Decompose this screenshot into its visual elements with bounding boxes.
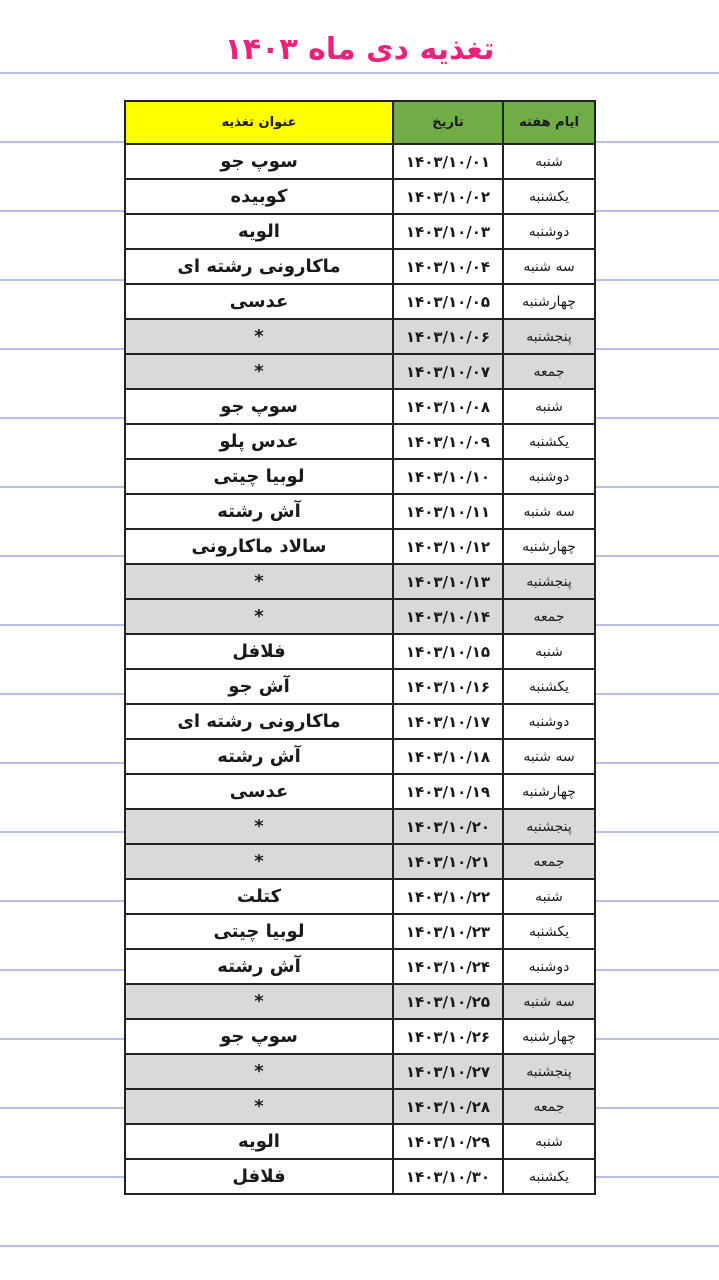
table-row [125, 354, 595, 389]
day-cell: پنجشنبه [503, 809, 595, 844]
day-cell: شنبه [503, 634, 595, 669]
meal-cell: * [125, 599, 393, 634]
date-cell: ۱۴۰۳/۱۰/۲۹ [393, 1124, 503, 1159]
meal-cell: عدسی [125, 284, 393, 319]
date-cell: ۱۴۰۳/۱۰/۱۶ [393, 669, 503, 704]
day-cell: دوشنبه [503, 214, 595, 249]
meal-cell: آش رشته [125, 739, 393, 774]
meal-cell: آش رشته [125, 949, 393, 984]
date-cell: ۱۴۰۳/۱۰/۰۸ [393, 389, 503, 424]
meal-cell: * [125, 984, 393, 1019]
date-cell: ۱۴۰۳/۱۰/۱۲ [393, 529, 503, 564]
day-cell: سه شنبه [503, 494, 595, 529]
day-cell: چهارشنبه [503, 529, 595, 564]
table-row [125, 179, 595, 214]
table-row [125, 879, 595, 914]
header-day: ایام هفته [503, 101, 595, 144]
table-row [125, 1124, 595, 1159]
table-row [125, 424, 595, 459]
meal-cell: * [125, 1089, 393, 1124]
food-menu-table [124, 100, 596, 1195]
header-meal: عنوان تغذیه [125, 101, 393, 144]
day-cell: پنجشنبه [503, 1054, 595, 1089]
day-cell: جمعه [503, 844, 595, 879]
date-cell: ۱۴۰۳/۱۰/۲۳ [393, 914, 503, 949]
date-cell: ۱۴۰۳/۱۰/۰۲ [393, 179, 503, 214]
day-cell: دوشنبه [503, 949, 595, 984]
meal-cell: * [125, 844, 393, 879]
day-cell: چهارشنبه [503, 774, 595, 809]
meal-cell: فلافل [125, 634, 393, 669]
date-cell: ۱۴۰۳/۱۰/۱۴ [393, 599, 503, 634]
table-row [125, 739, 595, 774]
day-cell: چهارشنبه [503, 1019, 595, 1054]
meal-cell: سالاد ماکارونی [125, 529, 393, 564]
meal-cell: * [125, 319, 393, 354]
table-row [125, 914, 595, 949]
table-row [125, 599, 595, 634]
table-row [125, 319, 595, 354]
table-row [125, 389, 595, 424]
meal-cell: آش جو [125, 669, 393, 704]
date-cell: ۱۴۰۳/۱۰/۰۵ [393, 284, 503, 319]
meal-cell: * [125, 354, 393, 389]
date-cell: ۱۴۰۳/۱۰/۱۹ [393, 774, 503, 809]
table-row [125, 1054, 595, 1089]
day-cell: پنجشنبه [503, 564, 595, 599]
date-cell: ۱۴۰۳/۱۰/۲۰ [393, 809, 503, 844]
date-cell: ۱۴۰۳/۱۰/۱۰ [393, 459, 503, 494]
table-row [125, 494, 595, 529]
table-row [125, 844, 595, 879]
table-row [125, 634, 595, 669]
meal-cell: ماکارونی رشته ای [125, 704, 393, 739]
table-row [125, 459, 595, 494]
date-cell: ۱۴۰۳/۱۰/۲۸ [393, 1089, 503, 1124]
day-cell: یکشنبه [503, 669, 595, 704]
table-row [125, 564, 595, 599]
date-cell: ۱۴۰۳/۱۰/۲۶ [393, 1019, 503, 1054]
day-cell: جمعه [503, 599, 595, 634]
day-cell: چهارشنبه [503, 284, 595, 319]
table-row [125, 529, 595, 564]
meal-cell: سوپ جو [125, 389, 393, 424]
day-cell: جمعه [503, 1089, 595, 1124]
day-cell: سه شنبه [503, 984, 595, 1019]
day-cell: یکشنبه [503, 1159, 595, 1194]
date-cell: ۱۴۰۳/۱۰/۰۷ [393, 354, 503, 389]
meal-cell: سوپ جو [125, 1019, 393, 1054]
table-body [125, 144, 595, 1194]
table-row [125, 809, 595, 844]
date-cell: ۱۴۰۳/۱۰/۱۱ [393, 494, 503, 529]
date-cell: ۱۴۰۳/۱۰/۲۲ [393, 879, 503, 914]
table-row [125, 284, 595, 319]
table-row [125, 669, 595, 704]
table-row [125, 214, 595, 249]
table-header-row [125, 101, 595, 144]
day-cell: سه شنبه [503, 249, 595, 284]
day-cell: شنبه [503, 879, 595, 914]
date-cell: ۱۴۰۳/۱۰/۱۸ [393, 739, 503, 774]
meal-cell: ماکارونی رشته ای [125, 249, 393, 284]
day-cell: یکشنبه [503, 179, 595, 214]
date-cell: ۱۴۰۳/۱۰/۰۱ [393, 144, 503, 179]
date-cell: ۱۴۰۳/۱۰/۰۶ [393, 319, 503, 354]
date-cell: ۱۴۰۳/۱۰/۲۴ [393, 949, 503, 984]
meal-cell: کوبیده [125, 179, 393, 214]
date-cell: ۱۴۰۳/۱۰/۲۵ [393, 984, 503, 1019]
day-cell: دوشنبه [503, 459, 595, 494]
date-cell: ۱۴۰۳/۱۰/۰۳ [393, 214, 503, 249]
table-row [125, 949, 595, 984]
table-row [125, 249, 595, 284]
date-cell: ۱۴۰۳/۱۰/۰۹ [393, 424, 503, 459]
meal-cell: عدسی [125, 774, 393, 809]
meal-cell: الویه [125, 1124, 393, 1159]
date-cell: ۱۴۰۳/۱۰/۳۰ [393, 1159, 503, 1194]
day-cell: یکشنبه [503, 914, 595, 949]
date-cell: ۱۴۰۳/۱۰/۰۴ [393, 249, 503, 284]
day-cell: دوشنبه [503, 704, 595, 739]
meal-cell: فلافل [125, 1159, 393, 1194]
meal-cell: * [125, 809, 393, 844]
meal-cell: عدس پلو [125, 424, 393, 459]
page-title: تغذیه دی ماه ۱۴۰۳ [224, 32, 495, 67]
day-cell: شنبه [503, 389, 595, 424]
day-cell: جمعه [503, 354, 595, 389]
table-row [125, 144, 595, 179]
meal-cell: لوبیا چیتی [125, 459, 393, 494]
header-date: تاریخ [393, 101, 503, 144]
table-row [125, 774, 595, 809]
meal-cell: * [125, 1054, 393, 1089]
day-cell: شنبه [503, 144, 595, 179]
day-cell: پنجشنبه [503, 319, 595, 354]
date-cell: ۱۴۰۳/۱۰/۲۱ [393, 844, 503, 879]
date-cell: ۱۴۰۳/۱۰/۱۵ [393, 634, 503, 669]
date-cell: ۱۴۰۳/۱۰/۲۷ [393, 1054, 503, 1089]
meal-cell: آش رشته [125, 494, 393, 529]
meal-cell: * [125, 564, 393, 599]
day-cell: سه شنبه [503, 739, 595, 774]
meal-cell: کتلت [125, 879, 393, 914]
day-cell: یکشنبه [503, 424, 595, 459]
table-row [125, 704, 595, 739]
meal-cell: سوپ جو [125, 144, 393, 179]
table-row [125, 1159, 595, 1194]
day-cell: شنبه [503, 1124, 595, 1159]
meal-cell: الویه [125, 214, 393, 249]
table-row [125, 1019, 595, 1054]
date-cell: ۱۴۰۳/۱۰/۱۷ [393, 704, 503, 739]
date-cell: ۱۴۰۳/۱۰/۱۳ [393, 564, 503, 599]
table-row [125, 1089, 595, 1124]
meal-cell: لوبیا چیتی [125, 914, 393, 949]
table-row [125, 984, 595, 1019]
